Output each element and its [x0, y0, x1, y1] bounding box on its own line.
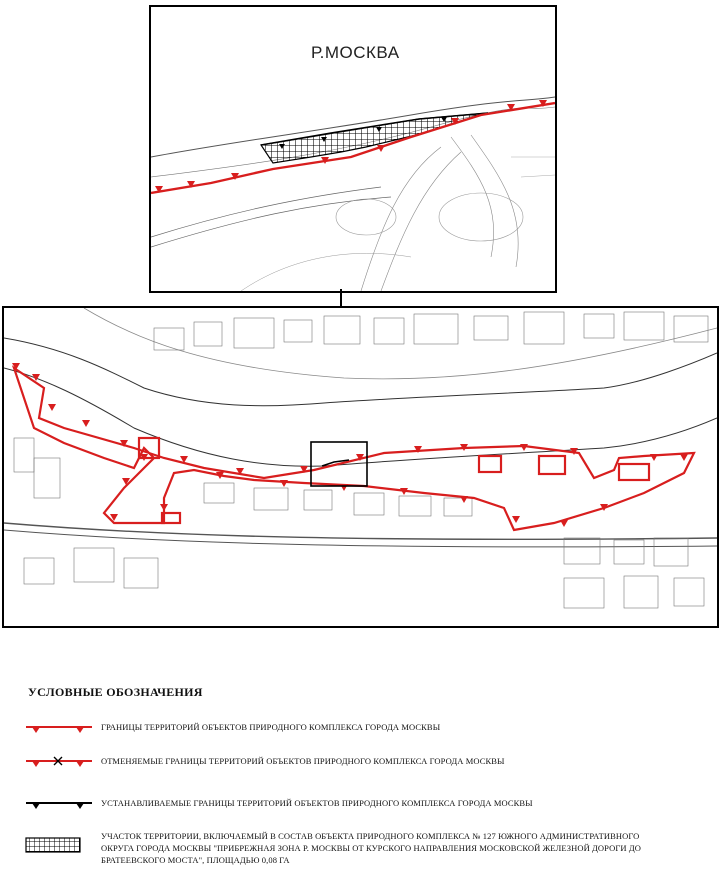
new-boundary-symbol [24, 798, 94, 814]
inset-detail-map [149, 5, 557, 293]
red-boundary-symbol [24, 722, 94, 738]
overview-map-drawing [4, 308, 717, 626]
legend-item-hatched-area [24, 832, 714, 876]
legend-item-cancelled-boundary [24, 756, 704, 772]
legend-item-boundary [24, 722, 704, 738]
legend-text-new-boundary: УСТАНАВЛИВАЕМЫЕ ГРАНИЦЫ ТЕРРИТОРИЙ ОБЪЕКТОВ ПРИРОДНОГО КОМПЛЕКСА ГОРОДА МОСКВЫ [101, 798, 533, 808]
legend-text-hatched-area: УЧАСТОК ТЕРРИТОРИИ, ВКЛЮЧАЕМЫЙ В СОСТАВ ОБЪЕКТА ПРИРОДНОГО КОМПЛЕКСА № 127 ЮЖНОГО АДМИНИСТРАТИВНОГО ОКРУГА ГОРОДА МОСКВЫ "ПРИБРЕЖНАЯ ЗОНА Р. МОСКВЫ ОТ КУРСКОГО НАПРАВЛЕНИЯ МОСКОВСКОЙ ЖЕЛЕЗНОЙ ДОРОГИ ДО БРАТЕЕВСКОГО МОСТА", ПЛОЩАДЬЮ 0,08 ГА [101, 831, 641, 865]
legend-item-new-boundary [24, 798, 704, 814]
legend-title: УСЛОВНЫЕ ОБОЗНАЧЕНИЯ [28, 685, 203, 699]
legend-text-boundary: ГРАНИЦЫ ТЕРРИТОРИЙ ОБЪЕКТОВ ПРИРОДНОГО КОМПЛЕКСА ГОРОДА МОСКВЫ [101, 722, 441, 732]
hatched-area-symbol [24, 836, 84, 856]
overview-map [2, 306, 719, 628]
cancelled-boundary-symbol [24, 756, 94, 772]
river-label: Р.МОСКВА [311, 43, 400, 62]
legend-text-cancelled-boundary: ОТМЕНЯЕМЫЕ ГРАНИЦЫ ТЕРРИТОРИЙ ОБЪЕКТОВ ПРИРОДНОГО КОМПЛЕКСА ГОРОДА МОСКВЫ [101, 756, 505, 766]
